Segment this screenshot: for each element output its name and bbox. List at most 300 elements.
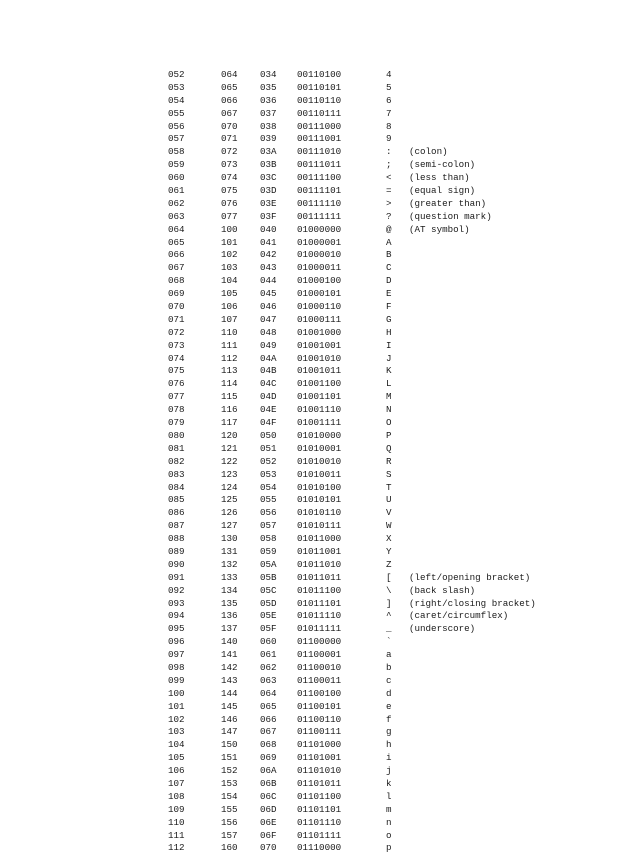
description-cell: (equal sign)	[409, 185, 476, 197]
character-cell: c	[386, 674, 392, 686]
character-cell: Y	[386, 545, 392, 557]
hex-cell: 061	[260, 649, 277, 661]
character-cell: p	[386, 842, 392, 854]
character-cell: o	[386, 829, 392, 841]
decimal-cell: 060	[168, 172, 185, 184]
binary-cell: 01101001	[297, 752, 342, 764]
character-cell: M	[386, 391, 392, 403]
binary-cell: 01001001	[297, 339, 342, 351]
binary-cell: 01000101	[297, 288, 342, 300]
binary-cell: 00110110	[297, 94, 342, 106]
decimal-cell: 105	[168, 752, 185, 764]
character-cell: k	[386, 777, 392, 789]
octal-cell: 101	[221, 236, 238, 248]
decimal-cell: 091	[168, 571, 185, 583]
octal-cell: 133	[221, 571, 238, 583]
decimal-cell: 090	[168, 558, 185, 570]
decimal-cell: 103	[168, 726, 185, 738]
binary-cell: 01000110	[297, 301, 342, 313]
hex-cell: 066	[260, 713, 277, 725]
hex-cell: 062	[260, 661, 277, 673]
decimal-cell: 085	[168, 494, 185, 506]
decimal-cell: 110	[168, 816, 185, 828]
character-cell: l	[386, 790, 392, 802]
hex-cell: 03A	[260, 146, 277, 158]
octal-cell: 107	[221, 313, 238, 325]
octal-cell: 130	[221, 533, 238, 545]
character-cell: N	[386, 404, 392, 416]
octal-cell: 124	[221, 481, 238, 493]
binary-cell: 01001000	[297, 326, 342, 338]
hex-cell: 044	[260, 275, 277, 287]
binary-cell: 00111001	[297, 133, 342, 145]
octal-cell: 112	[221, 352, 238, 364]
decimal-cell: 067	[168, 262, 185, 274]
character-cell: i	[386, 752, 392, 764]
binary-cell: 01000010	[297, 249, 342, 261]
binary-cell: 01011011	[297, 571, 342, 583]
octal-cell: 140	[221, 636, 238, 648]
octal-cell: 142	[221, 661, 238, 673]
character-cell: d	[386, 687, 392, 699]
decimal-cell: 066	[168, 249, 185, 261]
character-cell: 8	[386, 120, 392, 132]
binary-cell: 01001111	[297, 417, 342, 429]
binary-cell: 01011001	[297, 545, 342, 557]
hex-cell: 063	[260, 674, 277, 686]
decimal-cell: 104	[168, 739, 185, 751]
hex-cell: 03F	[260, 210, 277, 222]
hex-cell: 065	[260, 700, 277, 712]
binary-cell: 01101101	[297, 803, 342, 815]
binary-cell: 01100101	[297, 700, 342, 712]
binary-cell: 01001110	[297, 404, 342, 416]
character-cell: [	[386, 571, 392, 583]
binary-cell: 00111000	[297, 120, 342, 132]
octal-cell: 077	[221, 210, 238, 222]
octal-cell: 126	[221, 507, 238, 519]
description-cell: (AT symbol)	[409, 223, 470, 235]
octal-cell: 132	[221, 558, 238, 570]
decimal-cell: 106	[168, 765, 185, 777]
octal-cell: 066	[221, 94, 238, 106]
character-cell: <	[386, 172, 392, 184]
hex-cell: 049	[260, 339, 277, 351]
binary-cell: 01000000	[297, 223, 342, 235]
hex-cell: 03D	[260, 185, 277, 197]
binary-cell: 01000100	[297, 275, 342, 287]
octal-cell: 111	[221, 339, 238, 351]
decimal-cell: 098	[168, 661, 185, 673]
hex-cell: 042	[260, 249, 277, 261]
binary-cell: 01101010	[297, 765, 342, 777]
hex-cell: 06D	[260, 803, 277, 815]
octal-cell: 134	[221, 584, 238, 596]
decimal-cell: 089	[168, 545, 185, 557]
description-cell: (less than)	[409, 172, 470, 184]
octal-cell: 152	[221, 765, 238, 777]
binary-cell: 01000001	[297, 236, 342, 248]
binary-cell: 01011000	[297, 533, 342, 545]
hex-cell: 04D	[260, 391, 277, 403]
binary-cell: 01010100	[297, 481, 342, 493]
hex-cell: 040	[260, 223, 277, 235]
binary-cell: 01010011	[297, 468, 342, 480]
binary-cell: 01001101	[297, 391, 342, 403]
octal-cell: 155	[221, 803, 238, 815]
hex-cell: 053	[260, 468, 277, 480]
description-cell: (caret/circumflex)	[409, 610, 509, 622]
character-cell: n	[386, 816, 392, 828]
binary-cell: 01100011	[297, 674, 342, 686]
hex-cell: 047	[260, 313, 277, 325]
decimal-cell: 107	[168, 777, 185, 789]
character-cell: _	[386, 623, 392, 635]
binary-cell: 01011110	[297, 610, 342, 622]
description-cell: (greater than)	[409, 197, 487, 209]
binary-cell: 01101011	[297, 777, 342, 789]
hex-cell: 046	[260, 301, 277, 313]
character-cell: K	[386, 365, 392, 377]
binary-cell: 00110101	[297, 81, 342, 93]
character-cell: >	[386, 197, 392, 209]
hex-cell: 034	[260, 69, 277, 80]
octal-cell: 115	[221, 391, 238, 403]
hex-cell: 03B	[260, 159, 277, 171]
decimal-cell: 096	[168, 636, 185, 648]
binary-cell: 01010110	[297, 507, 342, 519]
character-cell: f	[386, 713, 392, 725]
character-cell: G	[386, 313, 392, 325]
binary-cell: 01100110	[297, 713, 342, 725]
binary-cell: 01010010	[297, 455, 342, 467]
decimal-cell: 077	[168, 391, 185, 403]
hex-cell: 04A	[260, 352, 277, 364]
character-cell: @	[386, 223, 392, 235]
decimal-cell: 062	[168, 197, 185, 209]
hex-cell: 035	[260, 81, 277, 93]
binary-cell: 01010111	[297, 520, 342, 532]
octal-cell: 073	[221, 159, 238, 171]
decimal-cell: 057	[168, 133, 185, 145]
decimal-cell: 082	[168, 455, 185, 467]
decimal-cell: 059	[168, 159, 185, 171]
binary-cell: 01001010	[297, 352, 342, 364]
description-cell: (underscore)	[409, 623, 476, 635]
character-cell: F	[386, 301, 392, 313]
description-cell: (semi-colon)	[409, 159, 476, 171]
binary-cell: 01010101	[297, 494, 342, 506]
description-cell: (colon)	[409, 146, 448, 158]
character-cell: 4	[386, 69, 392, 80]
binary-cell: 01100111	[297, 726, 342, 738]
hex-cell: 064	[260, 687, 277, 699]
decimal-cell: 069	[168, 288, 185, 300]
character-cell: V	[386, 507, 392, 519]
decimal-cell: 095	[168, 623, 185, 635]
character-cell: m	[386, 803, 392, 815]
decimal-cell: 108	[168, 790, 185, 802]
octal-cell: 072	[221, 146, 238, 158]
character-cell: 6	[386, 94, 392, 106]
hex-cell: 05D	[260, 597, 277, 609]
decimal-cell: 094	[168, 610, 185, 622]
octal-cell: 121	[221, 442, 238, 454]
character-cell: Z	[386, 558, 392, 570]
octal-cell: 143	[221, 674, 238, 686]
octal-cell: 116	[221, 404, 238, 416]
hex-cell: 05E	[260, 610, 277, 622]
octal-cell: 135	[221, 597, 238, 609]
binary-cell: 01001011	[297, 365, 342, 377]
character-cell: P	[386, 429, 392, 441]
decimal-cell: 084	[168, 481, 185, 493]
character-cell: 9	[386, 133, 392, 145]
character-cell: h	[386, 739, 392, 751]
binary-cell: 01011100	[297, 584, 342, 596]
octal-cell: 123	[221, 468, 238, 480]
binary-cell: 01100100	[297, 687, 342, 699]
character-cell: I	[386, 339, 392, 351]
character-cell: ]	[386, 597, 392, 609]
decimal-cell: 052	[168, 69, 185, 80]
decimal-cell: 075	[168, 365, 185, 377]
octal-cell: 070	[221, 120, 238, 132]
octal-cell: 122	[221, 455, 238, 467]
hex-cell: 05C	[260, 584, 277, 596]
decimal-cell: 101	[168, 700, 185, 712]
binary-cell: 01010001	[297, 442, 342, 454]
octal-cell: 071	[221, 133, 238, 145]
hex-cell: 045	[260, 288, 277, 300]
decimal-cell: 078	[168, 404, 185, 416]
decimal-cell: 086	[168, 507, 185, 519]
character-cell: Q	[386, 442, 392, 454]
decimal-cell: 099	[168, 674, 185, 686]
octal-cell: 076	[221, 197, 238, 209]
character-cell: ;	[386, 159, 392, 171]
character-cell: B	[386, 249, 392, 261]
character-cell: E	[386, 288, 392, 300]
hex-cell: 058	[260, 533, 277, 545]
character-cell: A	[386, 236, 392, 248]
character-cell: J	[386, 352, 392, 364]
decimal-cell: 097	[168, 649, 185, 661]
character-cell: g	[386, 726, 392, 738]
hex-cell: 052	[260, 455, 277, 467]
character-cell: b	[386, 661, 392, 673]
decimal-cell: 092	[168, 584, 185, 596]
decimal-cell: 073	[168, 339, 185, 351]
hex-cell: 050	[260, 429, 277, 441]
hex-cell: 05F	[260, 623, 277, 635]
decimal-cell: 061	[168, 185, 185, 197]
character-cell: C	[386, 262, 392, 274]
binary-cell: 01101100	[297, 790, 342, 802]
hex-cell: 04F	[260, 417, 277, 429]
decimal-cell: 079	[168, 417, 185, 429]
decimal-cell: 087	[168, 520, 185, 532]
octal-cell: 100	[221, 223, 238, 235]
character-cell: X	[386, 533, 392, 545]
decimal-cell: 102	[168, 713, 185, 725]
decimal-cell: 054	[168, 94, 185, 106]
character-cell: a	[386, 649, 392, 661]
character-cell: T	[386, 481, 392, 493]
binary-cell: 00111100	[297, 172, 342, 184]
hex-cell: 04B	[260, 365, 277, 377]
description-cell: (question mark)	[409, 210, 492, 222]
hex-cell: 051	[260, 442, 277, 454]
hex-cell: 041	[260, 236, 277, 248]
character-cell: H	[386, 326, 392, 338]
octal-cell: 114	[221, 378, 238, 390]
hex-cell: 04E	[260, 404, 277, 416]
binary-cell: 01000011	[297, 262, 342, 274]
decimal-cell: 065	[168, 236, 185, 248]
octal-cell: 104	[221, 275, 238, 287]
description-cell: (right/closing bracket)	[409, 597, 536, 609]
hex-cell: 057	[260, 520, 277, 532]
character-cell: j	[386, 765, 392, 777]
character-cell: :	[386, 146, 392, 158]
decimal-cell: 100	[168, 687, 185, 699]
hex-cell: 04C	[260, 378, 277, 390]
octal-cell: 153	[221, 777, 238, 789]
octal-cell: 137	[221, 623, 238, 635]
decimal-cell: 071	[168, 313, 185, 325]
octal-cell: 064	[221, 69, 238, 80]
description-cell: (left/opening bracket)	[409, 571, 531, 583]
octal-cell: 154	[221, 790, 238, 802]
octal-cell: 125	[221, 494, 238, 506]
octal-cell: 110	[221, 326, 238, 338]
description-cell: (back slash)	[409, 584, 476, 596]
decimal-cell: 058	[168, 146, 185, 158]
character-cell: 5	[386, 81, 392, 93]
binary-cell: 01110000	[297, 842, 342, 854]
hex-cell: 060	[260, 636, 277, 648]
character-cell: W	[386, 520, 392, 532]
character-cell: R	[386, 455, 392, 467]
hex-cell: 037	[260, 107, 277, 119]
hex-cell: 06C	[260, 790, 277, 802]
binary-cell: 00111110	[297, 197, 342, 209]
hex-cell: 070	[260, 842, 277, 854]
hex-cell: 055	[260, 494, 277, 506]
hex-cell: 059	[260, 545, 277, 557]
character-cell: \	[386, 584, 392, 596]
hex-cell: 067	[260, 726, 277, 738]
decimal-cell: 063	[168, 210, 185, 222]
binary-cell: 01000111	[297, 313, 342, 325]
character-cell: S	[386, 468, 392, 480]
character-cell: ?	[386, 210, 392, 222]
binary-cell: 01100010	[297, 661, 342, 673]
binary-cell: 00111010	[297, 146, 342, 158]
character-cell: =	[386, 185, 392, 197]
binary-cell: 01101111	[297, 829, 342, 841]
binary-cell: 00110100	[297, 69, 342, 80]
hex-cell: 06F	[260, 829, 277, 841]
binary-cell: 01100000	[297, 636, 342, 648]
hex-cell: 054	[260, 481, 277, 493]
octal-cell: 147	[221, 726, 238, 738]
character-cell: D	[386, 275, 392, 287]
binary-cell: 00110111	[297, 107, 342, 119]
hex-cell: 038	[260, 120, 277, 132]
octal-cell: 160	[221, 842, 238, 854]
decimal-cell: 068	[168, 275, 185, 287]
decimal-cell: 088	[168, 533, 185, 545]
binary-cell: 01101000	[297, 739, 342, 751]
octal-cell: 106	[221, 301, 238, 313]
octal-cell: 065	[221, 81, 238, 93]
hex-cell: 06B	[260, 777, 277, 789]
character-cell: ^	[386, 610, 392, 622]
decimal-cell: 080	[168, 429, 185, 441]
decimal-cell: 053	[168, 81, 185, 93]
hex-cell: 036	[260, 94, 277, 106]
binary-cell: 01011010	[297, 558, 342, 570]
octal-cell: 105	[221, 288, 238, 300]
hex-cell: 043	[260, 262, 277, 274]
character-cell: U	[386, 494, 392, 506]
hex-cell: 05A	[260, 558, 277, 570]
decimal-cell: 112	[168, 842, 185, 854]
character-cell: `	[386, 636, 392, 648]
binary-cell: 00111111	[297, 210, 342, 222]
octal-cell: 131	[221, 545, 238, 557]
octal-cell: 102	[221, 249, 238, 261]
character-cell: L	[386, 378, 392, 390]
hex-cell: 068	[260, 739, 277, 751]
character-cell: e	[386, 700, 392, 712]
decimal-cell: 111	[168, 829, 185, 841]
octal-cell: 117	[221, 417, 238, 429]
decimal-cell: 076	[168, 378, 185, 390]
octal-cell: 150	[221, 739, 238, 751]
binary-cell: 01010000	[297, 429, 342, 441]
decimal-cell: 083	[168, 468, 185, 480]
decimal-cell: 093	[168, 597, 185, 609]
hex-cell: 06E	[260, 816, 277, 828]
octal-cell: 127	[221, 520, 238, 532]
octal-cell: 144	[221, 687, 238, 699]
decimal-cell: 056	[168, 120, 185, 132]
decimal-cell: 070	[168, 301, 185, 313]
binary-cell: 01001100	[297, 378, 342, 390]
binary-cell: 01011101	[297, 597, 342, 609]
binary-cell: 01011111	[297, 623, 342, 635]
decimal-cell: 081	[168, 442, 185, 454]
character-cell: 7	[386, 107, 392, 119]
character-cell: O	[386, 417, 392, 429]
hex-cell: 06A	[260, 765, 277, 777]
binary-cell: 01100001	[297, 649, 342, 661]
octal-cell: 074	[221, 172, 238, 184]
octal-cell: 113	[221, 365, 238, 377]
binary-cell: 00111011	[297, 159, 342, 171]
hex-cell: 03E	[260, 197, 277, 209]
octal-cell: 075	[221, 185, 238, 197]
octal-cell: 146	[221, 713, 238, 725]
octal-cell: 120	[221, 429, 238, 441]
hex-cell: 03C	[260, 172, 277, 184]
octal-cell: 156	[221, 816, 238, 828]
decimal-cell: 055	[168, 107, 185, 119]
octal-cell: 136	[221, 610, 238, 622]
